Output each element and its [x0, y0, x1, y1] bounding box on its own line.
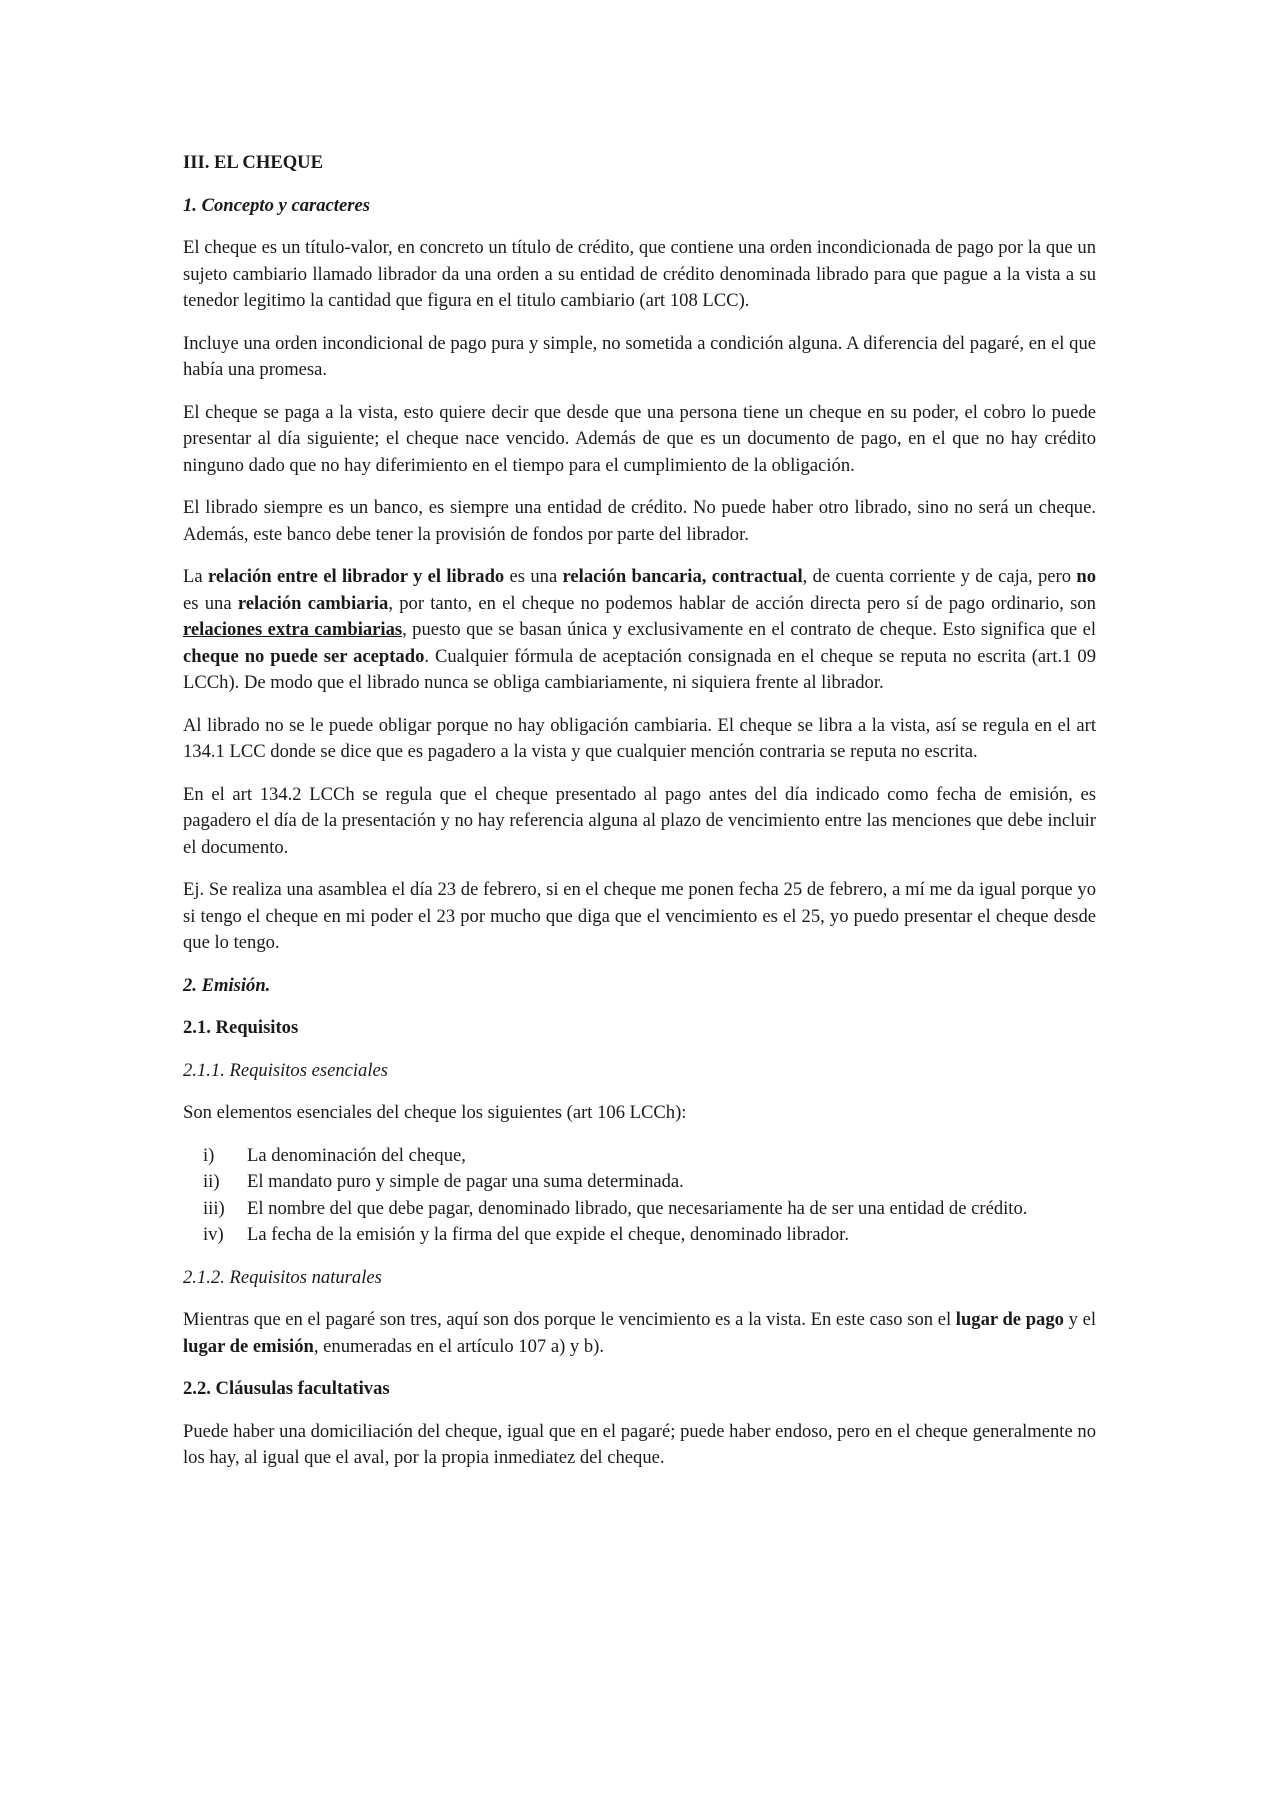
section-heading-emision: 2. Emisión. — [183, 974, 271, 996]
paragraph: El cheque es un título-valor, en concreto un título de crédito, que contiene una orden incondicionada de pago por la que un sujeto cambiario llamado librador da una orden a su entidad de crédito denominada librado para que pague a la vista a su tenedor legitimo la cantidad que figura en el titulo cambiario (art 108 LCC). — [183, 237, 1096, 311]
bold-run: relación bancaria, contractual — [562, 566, 803, 587]
section-heading-concepto: 1. Concepto y caracteres — [183, 194, 370, 216]
requisitos-list — [183, 1143, 1096, 1249]
list-text: La denominación del cheque, — [247, 1144, 466, 1166]
paragraph: Son elementos esenciales del cheque los siguientes (art 106 LCCh): — [183, 1102, 687, 1123]
text-run: , puesto que se basan única y exclusivamente en el contrato de cheque. Esto significa que el — [402, 619, 1096, 640]
list-number: ii) — [203, 1171, 220, 1192]
list-text: El nombre del que debe pagar, denominado librado, que necesariamente ha de ser una entidad de crédito. — [247, 1197, 1028, 1219]
bold-run: no — [1076, 566, 1096, 587]
paragraph-relacion — [183, 564, 1096, 697]
paragraph: El librado siempre es un banco, es siempre una entidad de crédito. No puede haber otro librado, sino no será un cheque. Además, este banco debe tener la provisión de fondos por parte del librador. — [183, 497, 1096, 545]
underlined-bold-run: relaciones extra cambiarias — [183, 619, 403, 640]
text-run: , enumeradas en el artículo 107 a) y b). — [313, 1335, 605, 1357]
text-run: La — [183, 566, 208, 587]
subsection-heading-requisitos: 2.1. Requisitos — [183, 1017, 299, 1038]
list-number: iv) — [203, 1224, 224, 1245]
paragraph: Al librado no se le puede obligar porque no hay obligación cambiaria. El cheque se libra a la vista, así se regula en el art 134.1 LCC donde se dice que es pagadero a la vista y que cualquier mención contraria se reputa no escrita. — [183, 714, 1096, 762]
list-number: iii) — [203, 1197, 225, 1219]
list-text: La fecha de la emisión y la firma del que expide el cheque, denominado librador. — [247, 1224, 849, 1245]
list-number: i) — [203, 1144, 215, 1166]
text-run: , de cuenta corriente y de caja, pero — [802, 566, 1077, 587]
bold-run: cheque no puede ser aceptado — [183, 645, 425, 667]
bold-run: lugar de pago — [955, 1309, 1064, 1330]
list-item — [183, 1143, 1096, 1170]
subsection-heading-clausulas: 2.2. Cláusulas facultativas — [183, 1378, 390, 1399]
document-body — [183, 150, 1096, 1488]
text-run: , por tanto, en el cheque no podemos hablar de acción directa pero sí de pago ordinario, son — [388, 592, 1096, 614]
paragraph-naturales — [183, 1307, 1096, 1360]
text-run: Mientras que en el pagaré son tres, aquí son dos porque le vencimiento es a la vista. En este caso son el — [183, 1309, 956, 1330]
bold-run: lugar de emisión — [183, 1335, 314, 1357]
subsubsection-heading-esenciales: 2.1.1. Requisitos esenciales — [183, 1059, 389, 1081]
paragraph: Puede haber una domiciliación del cheque, igual que en el pagaré; puede haber endoso, pero en el cheque generalmente no los hay, al igual que el aval, por la propia inmediatez del cheque. — [183, 1420, 1096, 1468]
list-item — [183, 1169, 1096, 1196]
chapter-heading: III. EL CHEQUE — [183, 152, 324, 173]
list-item — [183, 1222, 1096, 1249]
list-text: El mandato puro y simple de pagar una suma determinada. — [247, 1171, 684, 1192]
subsubsection-heading-naturales: 2.1.2. Requisitos naturales — [183, 1266, 382, 1288]
paragraph: En el art 134.2 LCCh se regula que el cheque presentado al pago antes del día indicado como fecha de emisión, es pagadero el día de la presentación y no hay referencia alguna al plazo de vencimiento entre las menciones que debe incluir el documento. — [183, 783, 1096, 858]
paragraph-example: Ej. Se realiza una asamblea el día 23 de febrero, si en el cheque me ponen fecha 25 de febrero, a mí me da igual porque yo si tengo el cheque en mi poder el 23 por mucho que diga que el vencimiento es el 25, yo puedo presentar el cheque desde que lo tengo. — [183, 879, 1096, 953]
bold-run: relación entre el librador y el librado — [207, 566, 505, 587]
paragraph: Incluye una orden incondicional de pago pura y simple, no sometida a condición alguna. A diferencia del pagaré, en el que había una promesa. — [183, 332, 1096, 380]
text-run: y el — [1063, 1309, 1096, 1330]
text-run: . Cualquier fórmula de aceptación consignada en el cheque se reputa no escrita (art.1 09 LCCh). De modo que el librado nunca se obliga cambiariamente, ni siquiera frente al librador. — [183, 645, 1097, 693]
bold-run: relación cambiaria — [237, 592, 389, 614]
list-item — [183, 1196, 1096, 1223]
paragraph: El cheque se paga a la vista, esto quiere decir que desde que una persona tiene un cheque en su poder, el cobro lo puede presentar al día siguiente; el cheque nace vencido. Además de que es un documento de pago, en el que no hay crédito ninguno dado que no hay diferimiento en el tiempo para el cumplimiento de la obligación. — [183, 401, 1096, 476]
text-run: es una — [183, 592, 238, 614]
text-run: es una — [504, 566, 563, 587]
